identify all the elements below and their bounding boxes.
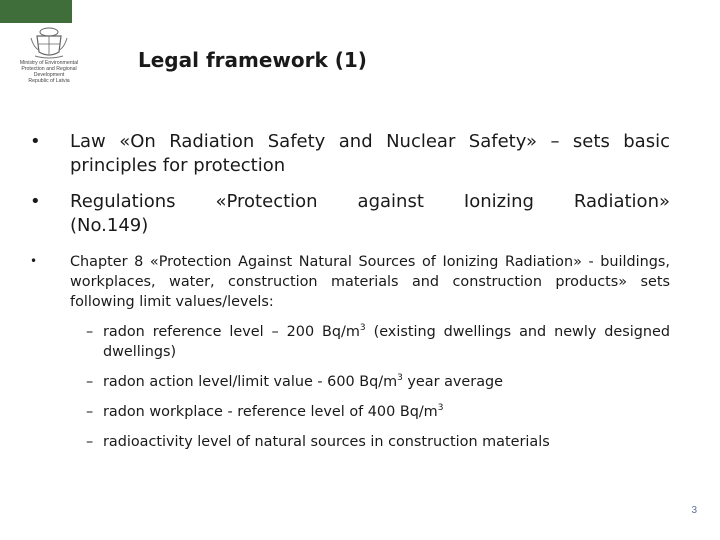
subitem-text: radon reference level – 200 Bq/m [103, 324, 360, 340]
subitem-text: radon workplace - reference level of 400 Bq/m [103, 404, 438, 420]
bullet-chapter [30, 252, 670, 312]
logo-line-3: Development [33, 72, 65, 78]
subitem-text: year average [402, 374, 504, 390]
bullet-law [30, 130, 670, 178]
dash-icon: – [86, 374, 94, 390]
logo-line-4: Republic of Latvia [28, 78, 70, 84]
subitem-text: (existing dwellings and newly designed dwellings) [103, 324, 670, 360]
logo-line-2: Protection and Regional [21, 66, 77, 72]
bullet-regulations [30, 190, 670, 238]
page-title: Legal framework (1) [138, 48, 367, 72]
superscript: 3 [359, 323, 366, 333]
bullet-regulations-text: Regulations «Protection against Ionizing Radiation» [70, 191, 670, 212]
bullet-chapter-text: Chapter 8 «Protection Against Natural Sources of Ionizing Radiation» - buildings, workplaces, water, construction materials and construction products» sets following limit values/levels: [70, 254, 670, 310]
dash-icon: – [86, 324, 94, 340]
coat-of-arms-icon [29, 26, 69, 60]
bullet-icon: • [30, 131, 41, 152]
subitem-text: radioactivity level of natural sources in construction materials [103, 434, 550, 450]
subitem-radon-workplace [30, 402, 670, 422]
subitem-radioactivity [30, 432, 670, 452]
bullet-icon: • [30, 191, 41, 212]
superscript: 3 [437, 403, 444, 413]
superscript: 3 [397, 373, 403, 383]
logo-line-1: Ministry of Environmental [19, 60, 79, 66]
bullet-icon: • [30, 254, 38, 268]
page-number: 3 [691, 505, 697, 516]
ministry-logo [8, 26, 90, 98]
bullet-regulations-number: (No.149) [70, 215, 149, 236]
bullet-law-text: Law «On Radiation Safety and Nuclear Safety» – sets basic principles for protection [70, 131, 670, 176]
subitem-radon-reference [30, 322, 670, 362]
subitem-text: radon action level/limit value - 600 Bq/m [103, 374, 398, 390]
subitem-radon-action [30, 372, 670, 392]
dash-icon: – [86, 404, 94, 420]
dash-icon: – [86, 434, 94, 450]
header-accent-bar [0, 0, 72, 23]
slide-content [30, 130, 670, 462]
